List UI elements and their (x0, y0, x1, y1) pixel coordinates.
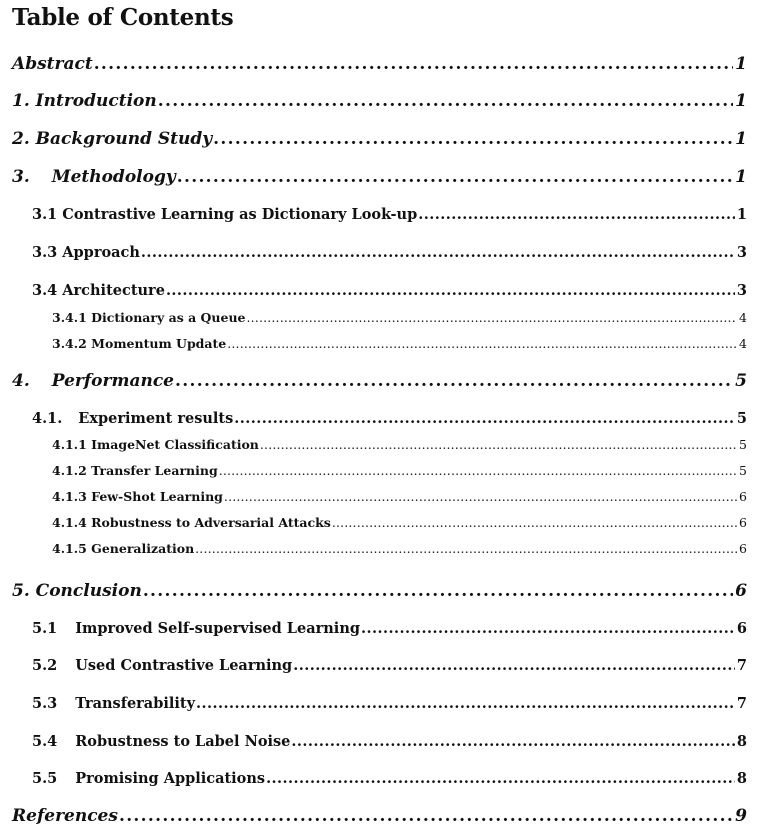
page-title: Table of Contents (12, 4, 234, 31)
toc-entry-3-3[interactable] (32, 244, 747, 261)
toc-entry-label: 3.4.1 Dictionary as a Queue (52, 310, 246, 325)
toc-entry-3-4-1[interactable] (52, 310, 747, 325)
toc-entry-5-3[interactable] (32, 695, 747, 712)
toc-page-number: 3 (736, 244, 747, 261)
toc-entry-label: Abstract (12, 54, 93, 74)
toc-entry-3-4-2[interactable] (52, 336, 747, 351)
toc-entry-label: 4.1.4 Robustness to Adversarial Attacks (52, 515, 331, 530)
dot-leader (175, 371, 733, 391)
dot-leader (291, 733, 735, 750)
toc-entry-5-4[interactable] (32, 733, 747, 750)
toc-entry-label: 3.4.2 Momentum Update (52, 336, 227, 351)
toc-page-number: 5 (736, 410, 747, 427)
dot-leader (195, 541, 737, 556)
toc-entry-5-2[interactable] (32, 657, 747, 674)
dot-leader (293, 657, 735, 674)
toc-entry-background-study[interactable] (12, 129, 747, 149)
dot-leader (361, 620, 735, 637)
toc-entry-4-1-3[interactable] (52, 489, 747, 504)
toc-entry-4-1-4[interactable] (52, 515, 747, 530)
dot-leader (119, 806, 733, 826)
toc-entry-label: 4.1.2 Transfer Learning (52, 463, 218, 478)
dot-leader (213, 129, 733, 149)
dot-leader (418, 206, 735, 223)
toc-entry-performance[interactable] (12, 371, 747, 391)
toc-entry-label: 3.1 Contrastive Learning as Dictionary Look-up (32, 206, 418, 223)
toc-entry-conclusion[interactable] (12, 581, 747, 601)
toc-page-number: 6 (739, 515, 747, 530)
toc-entry-methodology[interactable] (12, 167, 747, 187)
toc-entry-references[interactable] (12, 806, 747, 826)
dot-leader (332, 515, 737, 530)
dot-leader (247, 310, 738, 325)
toc-entry-5-5[interactable] (32, 770, 747, 787)
toc-entry-label: 5.4 Robustness to Label Noise (32, 733, 291, 750)
toc-entry-label: 1. Introduction (12, 91, 157, 111)
dot-leader (141, 244, 735, 261)
toc-page-number: 1 (735, 129, 747, 149)
dot-leader (166, 282, 735, 299)
toc-page-number: 5 (735, 371, 747, 391)
toc-page-number: 9 (735, 806, 747, 826)
toc-entry-label: 4.1.5 Generalization (52, 541, 195, 556)
toc-page-number: 7 (736, 695, 747, 712)
toc-page-number: 4 (739, 336, 747, 351)
toc-entry-label: 3.4 Architecture (32, 282, 165, 299)
dot-leader (227, 336, 737, 351)
toc-page-number: 6 (739, 489, 747, 504)
toc-entry-label: 5.3 Transferability (32, 695, 195, 712)
toc-entry-label: 2. Background Study (12, 129, 213, 149)
toc-entry-4-1[interactable] (32, 410, 747, 427)
toc-entry-label: 5. Conclusion (12, 581, 142, 601)
dot-leader (196, 695, 735, 712)
toc-page-number: 6 (739, 541, 747, 556)
toc-entry-4-1-2[interactable] (52, 463, 747, 478)
toc-entry-3-4[interactable] (32, 282, 747, 299)
toc-entry-label: 4.1.1 ImageNet Classification (52, 437, 259, 452)
toc-entry-label: 4.1. Experiment results (32, 410, 234, 427)
toc-entry-introduction[interactable] (12, 91, 747, 111)
toc-entry-label: 3.3 Approach (32, 244, 140, 261)
toc-entry-3-1[interactable] (32, 206, 747, 223)
dot-leader (234, 410, 735, 427)
dot-leader (266, 770, 735, 787)
toc-page-number: 4 (739, 310, 747, 325)
toc-page-number: 5 (739, 437, 747, 452)
toc-entry-label: 5.1 Improved Self-supervised Learning (32, 620, 360, 637)
toc-entry-label: 4. Performance (12, 371, 174, 391)
dot-leader (224, 489, 737, 504)
toc-page-number: 5 (739, 463, 747, 478)
toc-entry-4-1-5[interactable] (52, 541, 747, 556)
dot-leader (143, 581, 733, 601)
dot-leader (260, 437, 737, 452)
dot-leader (177, 167, 733, 187)
toc-entry-abstract[interactable] (12, 54, 747, 74)
toc-entry-label: 5.5 Promising Applications (32, 770, 266, 787)
toc-entry-label: 5.2 Used Contrastive Learning (32, 657, 293, 674)
toc-entry-5-1[interactable] (32, 620, 747, 637)
toc-page-number: 3 (736, 282, 747, 299)
toc-page-number: 6 (736, 620, 747, 637)
toc-entry-label: 3. Methodology (12, 167, 176, 187)
toc-entry-4-1-1[interactable] (52, 437, 747, 452)
toc-entry-label: 4.1.3 Few-Shot Learning (52, 489, 223, 504)
toc-page-number: 1 (736, 206, 747, 223)
toc-page-number: 1 (735, 167, 747, 187)
toc-page-number: 7 (736, 657, 747, 674)
toc-page-number: 1 (735, 91, 747, 111)
dot-leader (158, 91, 733, 111)
toc-page-number: 8 (736, 733, 747, 750)
dot-leader (219, 463, 737, 478)
toc-page-number: 1 (735, 54, 747, 74)
toc-page-number: 8 (736, 770, 747, 787)
dot-leader (94, 54, 733, 74)
toc-page-number: 6 (735, 581, 747, 601)
toc-entry-label: References (12, 806, 118, 826)
